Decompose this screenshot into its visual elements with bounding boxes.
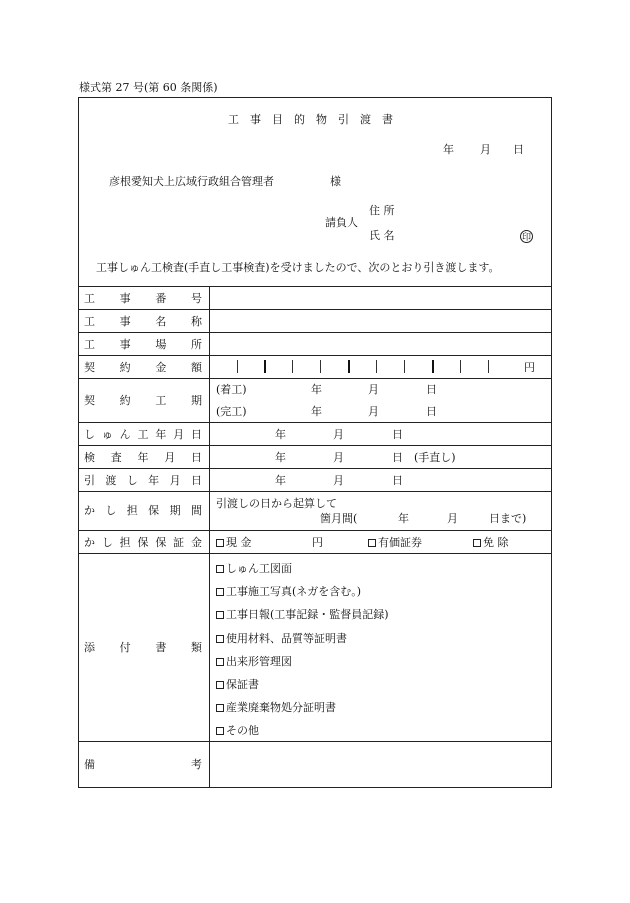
label-completion-date: し ゅ ん 工 年 月 日 xyxy=(84,428,202,441)
checkbox-icon[interactable] xyxy=(368,539,376,547)
checkbox-icon[interactable] xyxy=(216,727,224,735)
attachment-item: その他 xyxy=(216,725,259,736)
inspection-month: 月 xyxy=(333,451,344,464)
start-month: 月 xyxy=(368,383,379,396)
handover-month: 月 xyxy=(333,474,344,487)
title-char: 物 xyxy=(316,113,327,126)
label-warranty-period: か し 担 保 期 間 xyxy=(84,504,202,517)
attachment-item: 工事日報(工事記録・監督員記録) xyxy=(216,609,389,620)
deposit-yen: 円 xyxy=(312,536,323,549)
label-handover-date: 引 渡 し 年 月 日 xyxy=(84,474,202,487)
warranty-text-1: 引渡しの日から起算して xyxy=(216,497,337,510)
addressee-honorific: 様 xyxy=(330,175,341,188)
finish-year: 年 xyxy=(311,405,322,418)
handover-day: 日 xyxy=(392,474,403,487)
date-day: 日 xyxy=(513,143,524,156)
warranty-year: 年 xyxy=(398,512,409,525)
completion-month: 月 xyxy=(333,428,344,441)
address-label: 住 所 xyxy=(369,204,395,217)
finish-month: 月 xyxy=(368,405,379,418)
document-title xyxy=(228,114,393,125)
attachment-item: 工事施工写真(ネガを含む。) xyxy=(216,586,361,597)
name-label: 氏 名 xyxy=(369,229,395,242)
label-attachments: 添 付 書 類 xyxy=(84,641,202,654)
deposit-exempt-option: 免 除 xyxy=(473,537,509,548)
seal-icon: 印 xyxy=(520,230,533,243)
title-char: 書 xyxy=(382,113,393,126)
checkbox-icon[interactable] xyxy=(216,681,224,689)
label-work-name: 工 事 名 称 xyxy=(84,315,202,328)
checkbox-icon[interactable] xyxy=(216,658,224,666)
start-day: 日 xyxy=(426,383,437,396)
warranty-month: 月 xyxy=(447,512,458,525)
deposit-cash-option: 現 金 xyxy=(216,537,252,548)
inspection-note: (手直し) xyxy=(414,451,456,464)
deposit-securities-option: 有価証券 xyxy=(368,537,422,548)
title-char: 目 xyxy=(272,113,283,126)
date-year: 年 xyxy=(443,143,454,156)
attachment-item: 産業廃棄物処分証明書 xyxy=(216,702,336,713)
date-month: 月 xyxy=(480,143,491,156)
warranty-text-2: 箇月間( xyxy=(320,512,358,525)
statement: 工事しゅん工検査(手直し工事検査)を受けましたので、次のとおり引き渡します。 xyxy=(96,261,500,274)
checkbox-icon[interactable] xyxy=(216,588,224,596)
attachment-item: 使用材料、品質等証明書 xyxy=(216,633,347,644)
label-warranty-deposit: か し 担 保 保 証 金 xyxy=(84,536,202,549)
label-contract-period: 契 約 工 期 xyxy=(84,394,202,407)
checkbox-icon[interactable] xyxy=(216,704,224,712)
checkbox-icon[interactable] xyxy=(473,539,481,547)
handover-year: 年 xyxy=(275,474,286,487)
title-char: 的 xyxy=(294,113,305,126)
attachment-item: しゅん工図面 xyxy=(216,563,292,574)
completion-day: 日 xyxy=(392,428,403,441)
completion-year: 年 xyxy=(275,428,286,441)
title-char: 工 xyxy=(228,113,239,126)
form-id: 様式第 27 号(第 60 条関係) xyxy=(79,81,218,94)
checkbox-icon[interactable] xyxy=(216,539,224,547)
period-finish-label: (完工) xyxy=(216,405,247,418)
title-char: 渡 xyxy=(360,113,371,126)
checkbox-icon[interactable] xyxy=(216,635,224,643)
label-inspection-date: 検 査 年 月 日 xyxy=(84,451,202,464)
checkbox-icon[interactable] xyxy=(216,565,224,573)
inspection-year: 年 xyxy=(275,451,286,464)
label-work-number: 工 事 番 号 xyxy=(84,292,202,305)
form-frame xyxy=(78,97,552,788)
attachment-item: 出来形管理図 xyxy=(216,656,292,667)
start-year: 年 xyxy=(311,383,322,396)
finish-day: 日 xyxy=(426,405,437,418)
label-contract-amount: 契 約 金 額 xyxy=(84,361,202,374)
attachment-item: 保証書 xyxy=(216,679,259,690)
checkbox-icon[interactable] xyxy=(216,611,224,619)
period-start-label: (着工) xyxy=(216,383,247,396)
label-remarks: 備 考 xyxy=(84,758,202,771)
label-work-place: 工 事 場 所 xyxy=(84,338,202,351)
addressee-name: 彦根愛知犬上広域行政組合管理者 xyxy=(109,175,274,188)
contractor-role: 請負人 xyxy=(325,216,358,229)
inspection-day: 日 xyxy=(392,451,403,464)
title-char: 引 xyxy=(338,113,349,126)
warranty-until: 日まで) xyxy=(489,512,527,525)
amount-unit: 円 xyxy=(524,361,535,374)
title-char: 事 xyxy=(250,113,261,126)
